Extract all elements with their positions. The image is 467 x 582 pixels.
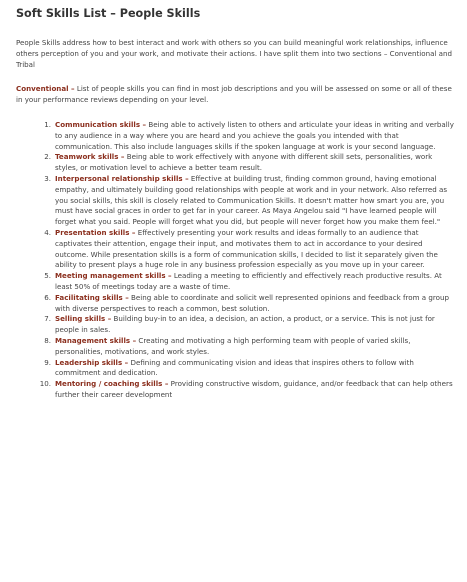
skill-name: Facilitating skills – [55,292,129,302]
skill-description: Providing constructive wisdom, guidance, and/or feedback that can help others further their career development [55,379,453,399]
intro-paragraph: People Skills address how to best interact and work with others so you can build meaningful work relationships, influence others perception of you and your work, and motivate their actions. I have split them into two sections – Conventional and Tribal [16,38,452,69]
list-item [37,174,457,228]
skill-description: Being able to work effectively with anyone with different skill sets, personalities, work styles, or motivation level to achieve a better team result. [55,152,433,173]
skill-name: Selling skills – [55,314,112,324]
skill-name: Management skills – [55,335,137,345]
skill-description: Effective at building trust, finding common ground, having emotional empathy, and ultimately building good relationships with people at work and in your network. Also referred as you social skills, this skill is closely related to Communication Skills. It doesn't matter how smart you are, you must have social graces in order to get far in your career. As Maya Angelou said "I have learned people will forget what you said. People will forget what you did, but people will never forget how you make them feel." [55,173,448,227]
skill-description: Being able to coordinate and solicit well represented opinions and feedback from a group with diverse perspectives to reach a common, best solution. [55,292,449,313]
skill-description: Effectively presenting your work results and ideas formally to an audience that captivates their attention, engage their input, and motivates them to act in accordance to your desired outcome. While presentation skills is a form of communication skills, I decided to list it separately given the ability to present plays a huge role in any business profession especially as you move up in your career. [55,227,438,270]
skill-name: Communication skills – [55,119,147,129]
list-item [37,228,457,271]
list-item [37,271,457,293]
skill-name: Mentoring / coaching skills – [55,379,169,389]
conventional-text: List of people skills you can find in most job descriptions and you will be assessed on some or all of these in your performance reviews depending on your level. [16,84,452,105]
skill-description: Creating and motivating a high performing team with people of varied skills, personalities, motivations, and work styles. [55,335,411,356]
list-item [37,336,457,358]
conventional-paragraph [16,84,457,106]
skill-description: Being able to actively listen to others and articulate your ideas in writing and verbally to any audience in a way where you are heard and you achieve the goals you intended with that communication. This also include languages skills if the spoken language at work is your second language. [55,119,454,151]
list-item [37,152,457,174]
skill-name: Meeting management skills – [55,271,172,281]
list-item [37,120,457,152]
skills-list [16,120,457,401]
skill-name: Teamwork skills – [55,152,125,162]
skill-name: Presentation skills – [55,227,136,237]
skill-name: Interpersonal relationship skills – [55,173,189,183]
skill-description: Leading a meeting to efficiently and effectively reach productive results. At least 50% of meetings today are a waste of time. [55,271,442,291]
skill-description: Building buy-in to an idea, a decision, an action, a product, or a service. This is not just for people in sales. [55,314,435,335]
conventional-label: Conventional – [16,84,75,94]
page-title: Soft Skills List – People Skills [16,7,201,20]
list-item [37,379,457,401]
skill-description: Defining and communicating vision and ideas that inspires others to follow with commitment and dedication. [55,357,414,378]
skill-name: Leadership skills – [55,357,129,367]
list-item [37,293,457,315]
list-item [37,314,457,336]
list-item [37,358,457,380]
